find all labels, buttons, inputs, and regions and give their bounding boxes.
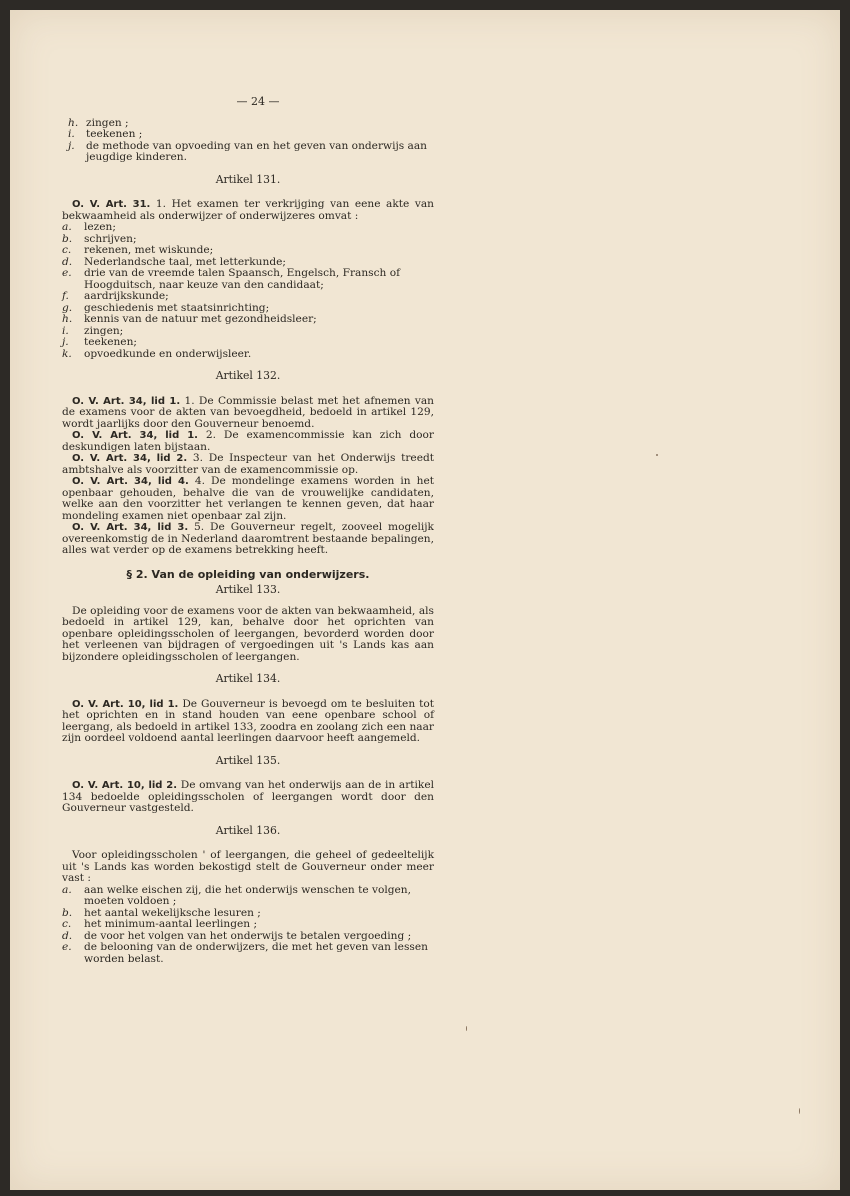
list-item: d. Nederlandsche taal, met letterkunde; xyxy=(62,255,286,268)
legal-reference: O. V. Art. 10, lid 1. xyxy=(72,698,179,710)
article-paragraph: O. V. Art. 34, lid 3. 5. De Gouverneur regelt, zooveel mogelijk overeenkomstig de in Nederland daaromtrent bestaande bepalingen, alles wat verder op de examens betrekking heeft. xyxy=(62,521,435,556)
paper-speck xyxy=(799,1108,800,1114)
list-item: j. teekenen; xyxy=(62,336,137,348)
list-item: d. de voor het volgen van het onderwijs te betalen vergoeding ; xyxy=(62,929,412,942)
article-heading: Artikel 136. xyxy=(215,823,281,837)
list-item: c. het minimum-aantal leerlingen ; xyxy=(62,918,258,930)
article-paragraph: O. V. Art. 34, lid 2. 3. De Inspecteur van het Onderwijs treedt ambtshalve als voorzitter van de examencommissie op. xyxy=(62,452,435,476)
list-item: h. zingen ; xyxy=(68,116,129,129)
article-paragraph: O. V. Art. 10, lid 1. De Gouverneur is bevoegd om te besluiten tot het oprichten en in stand houden van eene openbare school of leergang, als bedoeld in artikel 133, zoodra en zoolang zich een naar zijn oordeel voldoend aantal leerlingen daarvoor heeft aangemeld. xyxy=(62,697,434,744)
article-paragraph: Voor opleidingsscholen ' of leergangen, die geheel of gedeeltelijk uit 's Lands kas worden bekostigd stelt de Gouverneur onder meer vast : xyxy=(62,849,434,884)
article-list xyxy=(62,885,434,966)
article-paragraph: O. V. Art. 34, lid 4. 4. De mondelinge examens worden in het openbaar gehouden, behalve die van de vrouwelijke candidaten, welke aan den voorzitter het verlangen te kennen geven, dat haar mondeling examen niet openbaar zal zijn. xyxy=(62,475,434,522)
legal-reference: O. V. Art. 34, lid 2. xyxy=(72,453,188,464)
list-item: f. aardrijkskunde; xyxy=(62,290,169,302)
article-heading: Artikel 133. xyxy=(215,583,281,596)
article-paragraph: De opleiding voor de examens voor de akten van bekwaamheid, als bedoeld in artikel 129, kan, behalve door het oprichten van openbare opleidingsscholen of leergangen, bevorderd worden door het verleenen van bijdragen of vergoedingen uit 's Lands kas aan bijzondere opleidingsscholen of leergangen. xyxy=(62,604,434,663)
list-item: b. het aantal wekelijksche lesuren ; xyxy=(62,906,261,919)
top-list xyxy=(62,118,434,164)
list-item: i. teekenen ; xyxy=(68,128,143,140)
section-heading: § 2. Van de opleiding van onderwijzers. xyxy=(126,567,370,581)
list-item: c. rekenen, met wiskunde; xyxy=(62,244,214,256)
page-text xyxy=(62,96,434,965)
article-list xyxy=(62,222,434,360)
legal-reference: O. V. Art. 34, lid 1. xyxy=(72,430,198,441)
list-item: a. lezen; xyxy=(62,221,116,233)
paper-speck xyxy=(656,454,658,456)
list-item: a. aan welke eischen zij, die het onderwijs wenschen te volgen, moeten voldoen ; xyxy=(62,883,411,907)
article-heading: Artikel 135. xyxy=(215,753,281,767)
list-item: e. drie van de vreemde talen Spaansch, Engelsch, Fransch of Hoogduitsch, naar keuze van den candidaat; xyxy=(62,267,401,291)
list-item: i. zingen; xyxy=(62,324,124,337)
legal-reference: O. V. Art. 34, lid 3. xyxy=(72,522,189,533)
list-item: g. geschiedenis met staatsinrichting; xyxy=(62,301,270,314)
list-item: e. de belooning van de onderwijzers, die met het geven van lessen worden belast. xyxy=(62,941,428,965)
article-paragraph: O. V. Art. 31. 1. Het examen ter verkrijging van eene akte van bekwaamheid als onderwijzer of onderwijzeres omvat : xyxy=(62,198,434,222)
list-item: j. de methode van opvoeding van en het geven van onderwijs aan jeugdige kinderen. xyxy=(68,139,428,163)
article-heading: Artikel 132. xyxy=(215,369,281,382)
list-item: b. schrijven; xyxy=(62,232,137,245)
article-heading: Artikel 131. xyxy=(215,172,281,186)
article-paragraph: O. V. Art. 34, lid 1. 2. De examencommissie kan zich door deskundigen laten bijstaan. xyxy=(62,429,434,453)
article-paragraph: O. V. Art. 10, lid 2. De omvang van het onderwijs aan de in artikel 134 bedoelde opleidingsscholen of leergangen wordt door den Gouverneur vastgesteld. xyxy=(62,779,434,814)
list-item: k. opvoedkunde en onderwijsleer. xyxy=(62,347,252,360)
document-page xyxy=(10,10,840,1190)
article-paragraph: O. V. Art. 34, lid 1. 1. De Commissie belast met het afnemen van de examens voor de akten van bevoegdheid, bedoeld in artikel 129, wordt jaarlijks door den Gouverneur benoemd. xyxy=(62,394,434,430)
legal-reference: O. V. Art. 31. xyxy=(72,199,151,210)
legal-reference: O. V. Art. 34, lid 1. xyxy=(72,395,181,407)
list-item: h. kennis van de natuur met gezondheidsleer; xyxy=(62,313,317,325)
article-heading: Artikel 134. xyxy=(215,672,281,685)
legal-reference: O. V. Art. 34, lid 4. xyxy=(72,476,189,487)
legal-reference: O. V. Art. 10, lid 2. xyxy=(72,780,178,791)
paper-speck xyxy=(466,1026,467,1031)
page-number: — 24 — xyxy=(236,95,280,108)
